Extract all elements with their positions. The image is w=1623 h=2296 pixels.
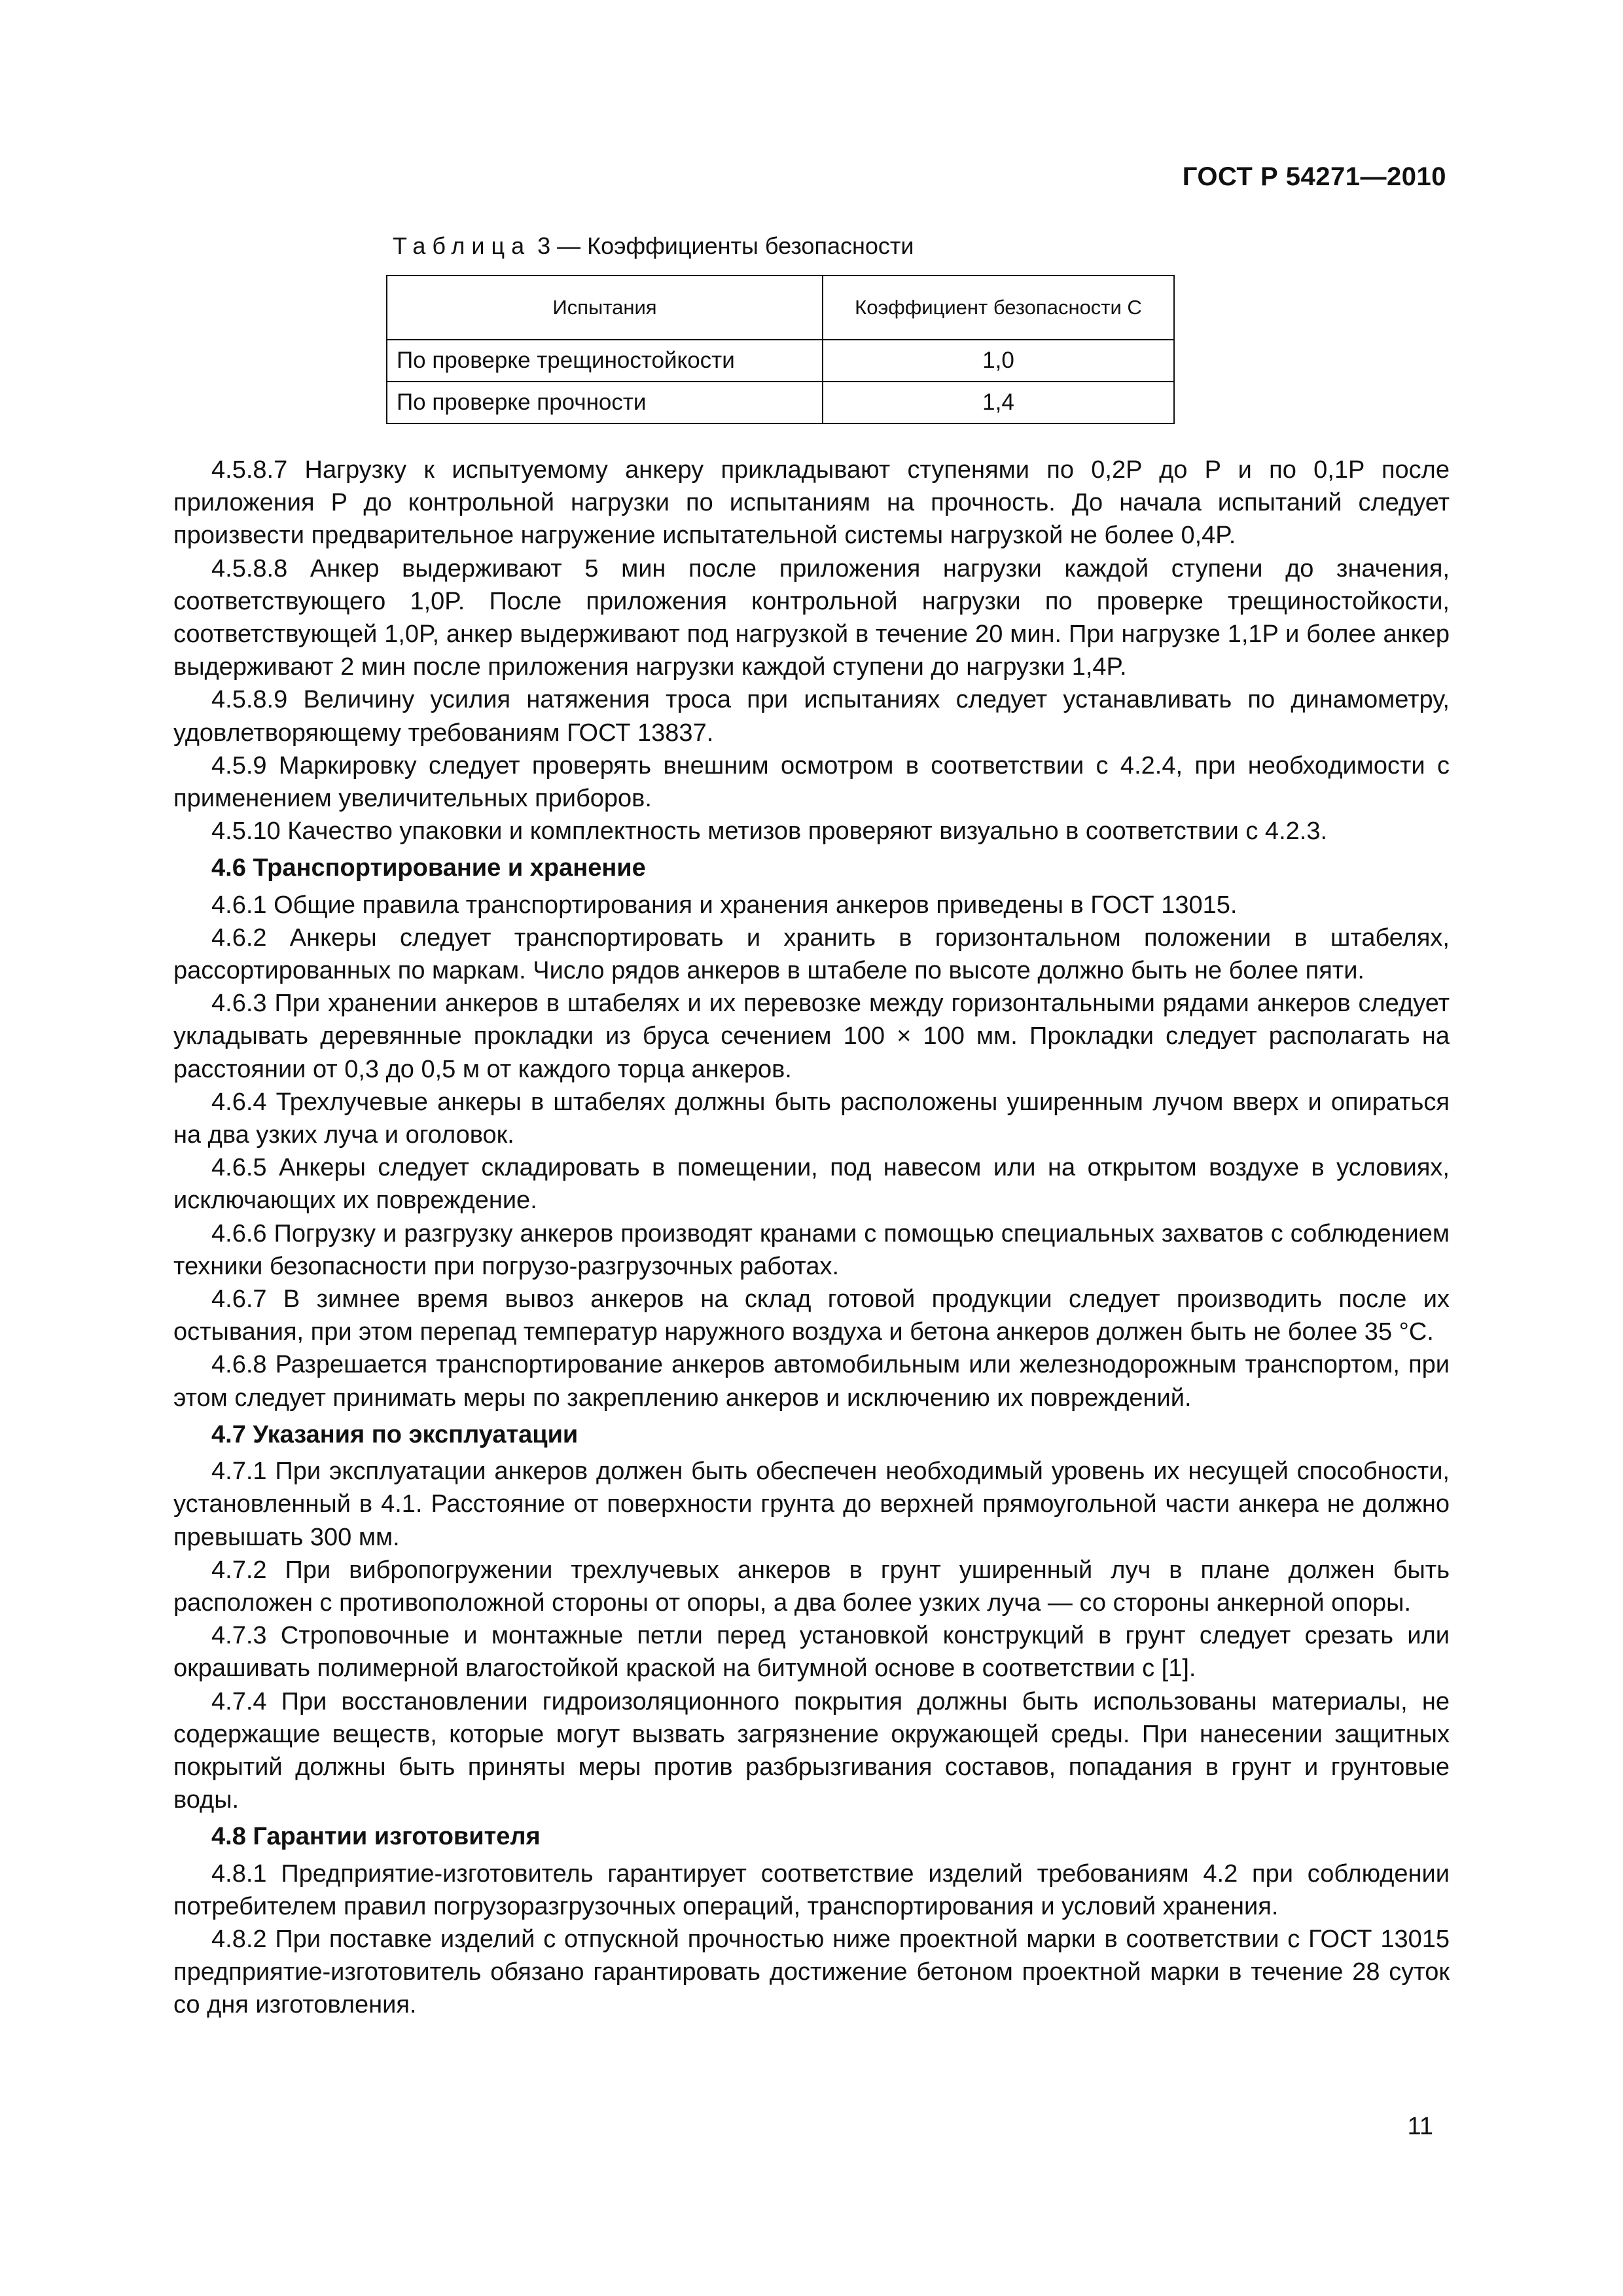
paragraph-4-6-6: 4.6.6 Погрузку и разгрузку анкеров производят кранами с помощью специальных захватов с соблюдением техники безопасности при погрузо-разгрузочных работах. bbox=[173, 1219, 1450, 1280]
paragraph-4-6-1: 4.6.1 Общие правила транспортирования и хранения анкеров приведены в ГОСТ 13015. bbox=[211, 891, 1238, 919]
table-caption bbox=[393, 232, 914, 260]
section-heading-4-8: 4.8 Гарантии изготовителя bbox=[211, 1823, 541, 1851]
table-row bbox=[387, 340, 1174, 382]
section-heading-4-6: 4.6 Транспортирование и хранение bbox=[211, 854, 646, 882]
paragraph-4-6-8: 4.6.8 Разрешается транспортирование анкеров автомобильным или железнодорожным транспортом, при этом следует принимать меры по закреплению анкеров и исключению их повреждений. bbox=[173, 1351, 1450, 1412]
paragraph-4-8-1: 4.8.1 Предприятие-изготовитель гарантирует соответствие изделий требованиям 4.2 при соблюдении потребителем правил погрузоразгрузочных операций, транспортирования и условий хранения. bbox=[173, 1859, 1450, 1920]
safety-coefficients-table bbox=[386, 275, 1175, 424]
section-heading-4-7: 4.7 Указания по эксплуатации bbox=[211, 1420, 579, 1448]
document-code: ГОСТ Р 54271—2010 bbox=[1182, 162, 1446, 191]
column-header-tests: Испытания bbox=[387, 276, 823, 340]
page-number: 11 bbox=[1407, 2113, 1433, 2140]
table-header-row bbox=[387, 276, 1174, 340]
table-caption-title: 3 — Коэффициенты безопасности bbox=[531, 232, 914, 259]
paragraph-4-5-8-7: 4.5.8.7 Нагрузку к испытуемому анкеру прикладывают ступенями по 0,2P до P и по 0,1P после приложения P до контрольной нагрузки по испытаниям на прочность. До начала испытаний следует произвести предварительное нагружение испытательной системы нагрузкой не более 0,4P. bbox=[173, 456, 1450, 550]
paragraph-4-6-5: 4.6.5 Анкеры следует складировать в помещении, под навесом или на открытом воздухе в условиях, исключающих их повреждение. bbox=[173, 1154, 1450, 1215]
paragraph-4-6-3: 4.6.3 При хранении анкеров в штабелях и их перевозке между горизонтальными рядами анкеров следует укладывать деревянные прокладки из бруса сечением 100 × 100 мм. Прокладки следует располагать на расстоянии от 0,3 до 0,5 м от каждого торца анкеров. bbox=[173, 990, 1450, 1083]
table-caption-word: Таблица bbox=[393, 232, 531, 259]
paragraph-4-7-3: 4.7.3 Строповочные и монтажные петли перед установкой конструкций в грунт следует срезать или окрашивать полимерной влагостойкой краской на битумной основе в соответствии с [1]. bbox=[173, 1622, 1450, 1683]
paragraph-4-6-2: 4.6.2 Анкеры следует транспортировать и хранить в горизонтальном положении в штабелях, рассортированных по маркам. Число рядов анкеров в штабеле по высоте должно быть не более пяти. bbox=[173, 924, 1450, 985]
table-row bbox=[387, 382, 1174, 423]
paragraph-4-7-1: 4.7.1 При эксплуатации анкеров должен быть обеспечен необходимый уровень их несущей способности, установленный в 4.1. Расстояние от поверхности грунта до верхней прямоугольной части анкера не должно превышать 300 мм. bbox=[173, 1458, 1450, 1551]
table-cell-test: По проверке прочности bbox=[387, 382, 823, 423]
paragraph-4-6-4: 4.6.4 Трехлучевые анкеры в штабелях должны быть расположены уширенным лучом вверх и опираться на два узких луча и оголовок. bbox=[173, 1088, 1450, 1149]
paragraph-4-6-7: 4.6.7 В зимнее время вывоз анкеров на склад готовой продукции следует производить после их остывания, при этом перепад температур наружного воздуха и бетона анкеров должен быть не более 35 °C. bbox=[173, 1285, 1450, 1346]
paragraph-4-5-9: 4.5.9 Маркировку следует проверять внешним осмотром в соответствии с 4.2.4, при необходимости с применением увеличительных приборов. bbox=[173, 751, 1450, 813]
paragraph-4-7-4: 4.7.4 При восстановлении гидроизоляционного покрытия должны быть использованы материалы, не содержащие веществ, которые могут вызвать загрязнение окружающей среды. При нанесении защитных покрытий должны быть приняты меры против разбрызгивания составов, попадания в грунт и грунтовые воды. bbox=[173, 1687, 1450, 1814]
table-cell-test: По проверке трещиностойкости bbox=[387, 340, 823, 382]
column-header-coefficient: Коэффициент безопасности C bbox=[823, 276, 1174, 340]
paragraph-4-8-2: 4.8.2 При поставке изделий с отпускной прочностью ниже проектной марки в соответствии с ГОСТ 13015 предприятие-изготовитель обязано гарантировать достижение бетоном проектной марки в течение 28 суток со дня изготовления. bbox=[173, 1925, 1450, 2019]
paragraph-4-7-2: 4.7.2 При вибропогружении трехлучевых анкеров в грунт уширенный луч в плане должен быть расположен с противоположной стороны от опоры, а два более узких луча — со стороны анкерной опоры. bbox=[173, 1556, 1450, 1617]
table-cell-coefficient: 1,0 bbox=[823, 340, 1174, 382]
document-body bbox=[173, 454, 1450, 2022]
table-cell-coefficient: 1,4 bbox=[823, 382, 1174, 423]
paragraph-4-5-8-9: 4.5.8.9 Величину усилия натяжения троса при испытаниях следует устанавливать по динамометру, удовлетворяющему требованиям ГОСТ 13837. bbox=[173, 686, 1450, 747]
paragraph-4-5-8-8: 4.5.8.8 Анкер выдерживают 5 мин после приложения нагрузки каждой ступени до значения, соответствующего 1,0P. После приложения контрольной нагрузки по проверке трещиностойкости, соответствующей 1,0P, анкер выдерживают под нагрузкой в течение 20 мин. При нагрузке 1,1P и более анкер выдерживают 2 мин после приложения нагрузки каждой ступени до нагрузки 1,4P. bbox=[173, 554, 1450, 681]
paragraph-4-5-10: 4.5.10 Качество упаковки и комплектность метизов проверяют визуально в соответствии с 4.2.3. bbox=[211, 817, 1328, 846]
